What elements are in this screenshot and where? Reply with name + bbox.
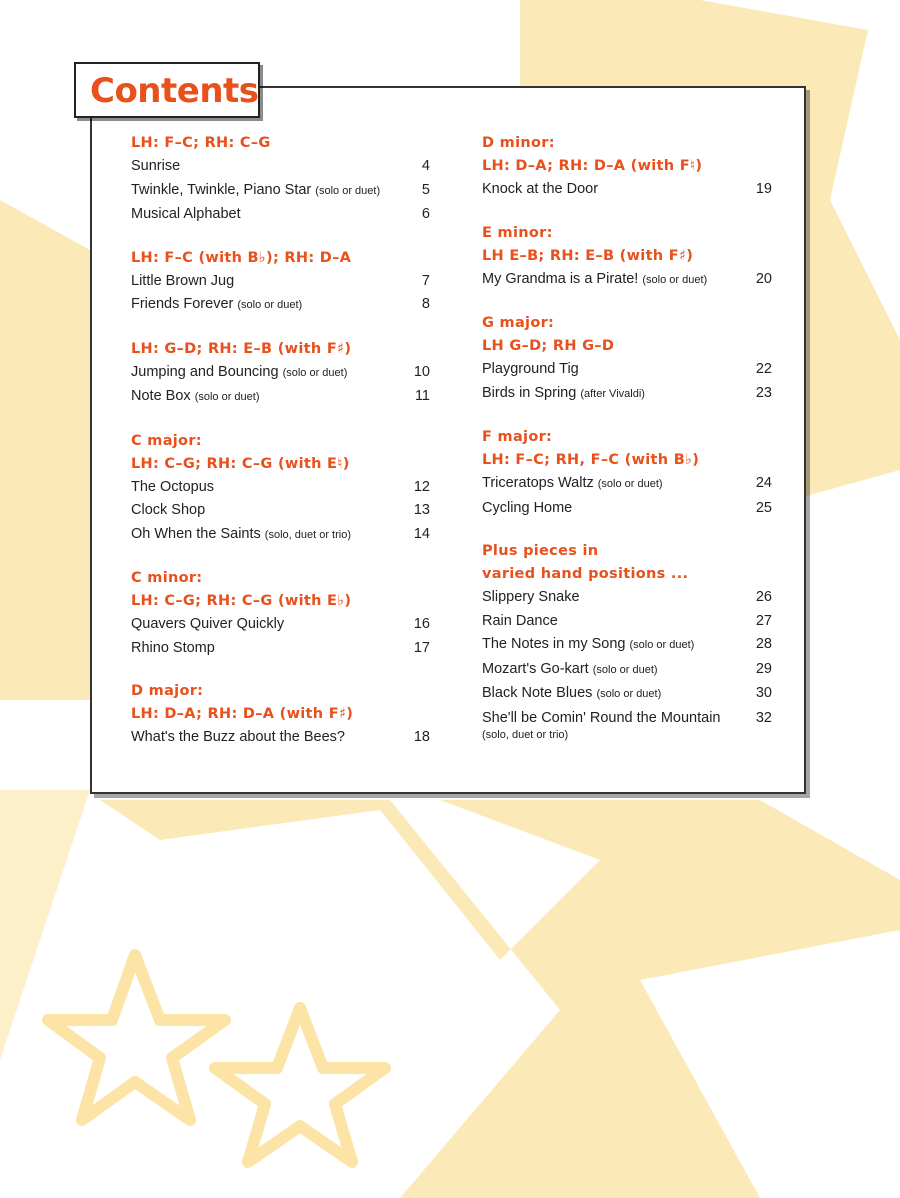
entry-note: (solo, duet or trio) [264, 528, 351, 541]
section-heading: LH: D–A; RH: D–A (with F♮) [482, 158, 703, 174]
contents-entry[interactable] [482, 707, 772, 743]
section-heading: LH: C–G; RH: C–G (with E♭) [131, 593, 352, 609]
contents-title-box [74, 62, 260, 118]
section-heading: LH: F–C; RH, F–C (with B♭) [482, 452, 700, 468]
left-star-shape [0, 200, 90, 700]
contents-section [131, 430, 430, 548]
contents-entry[interactable] [482, 178, 772, 202]
contents-entry[interactable] [482, 610, 772, 634]
contents-section [131, 567, 430, 660]
entry-note: (solo or duet) [597, 478, 663, 490]
contents-entry[interactable] [482, 358, 772, 382]
entry-page-number: 8 [421, 296, 430, 312]
entry-title: Clock Shop [131, 502, 206, 518]
entry-title: Friends Forever [131, 296, 234, 312]
entry-title: Knock at the Door [482, 181, 599, 197]
entry-page-number: 16 [413, 616, 430, 632]
outline-star-left-shape [48, 955, 225, 1120]
entry-title: Triceratops Waltz [482, 475, 594, 491]
section-heading: LH: G–D; RH: E–B (with F♯) [131, 340, 352, 357]
entry-page-number: 25 [755, 499, 772, 516]
entry-title: Note Box [131, 388, 191, 404]
section-heading: G major: [482, 315, 555, 331]
contents-entry[interactable] [482, 682, 772, 707]
contents-section [131, 247, 430, 318]
entry-title: Rain Dance [482, 612, 558, 629]
entry-page-number: 19 [755, 181, 772, 197]
entry-title: Cycling Home [482, 499, 573, 516]
contents-entry[interactable] [482, 268, 772, 293]
entry-title: Oh When the Saints [131, 525, 261, 542]
entry-page-number: 20 [755, 270, 772, 287]
entry-note: (solo or duet) [237, 299, 303, 311]
contents-section [131, 680, 430, 750]
contents-entry[interactable] [482, 586, 772, 610]
entry-page-number: 32 [755, 709, 772, 726]
section-heading: varied hand positions ... [482, 566, 689, 582]
contents-entry[interactable] [482, 382, 772, 407]
contents-entry[interactable] [131, 385, 430, 410]
entry-page-number: 4 [421, 158, 430, 174]
entry-page-number: 7 [421, 272, 430, 289]
section-heading: LH: C–G; RH: C–G (with E♮) [131, 455, 350, 472]
entry-note: (solo or duet) [592, 663, 658, 676]
entry-note: (solo or duet) [282, 366, 348, 379]
contents-entry[interactable] [131, 293, 430, 318]
contents-entry[interactable] [131, 613, 430, 637]
contents-entry[interactable] [131, 726, 430, 750]
entry-page-number: 6 [421, 206, 430, 222]
entry-note: (solo or duet) [629, 639, 695, 651]
entry-title: Slippery Snake [482, 589, 580, 605]
entry-note: (after Vivaldi) [580, 387, 645, 400]
contents-section [482, 540, 772, 742]
entry-note: (solo or duet) [596, 688, 662, 700]
contents-entry[interactable] [482, 497, 772, 521]
section-heading: LH G–D; RH G–D [482, 338, 615, 354]
contents-entry[interactable] [131, 203, 430, 227]
entry-page-number: 27 [755, 612, 772, 629]
section-heading: E minor: [482, 224, 553, 241]
entry-page-number: 30 [755, 685, 772, 701]
entry-title: The Notes in my Song [482, 636, 626, 652]
contents-entry[interactable] [482, 472, 772, 497]
entry-page-number: 18 [413, 729, 430, 745]
section-heading: C major: [131, 432, 202, 449]
entry-page-number: 22 [755, 361, 772, 377]
entry-title: Quavers Quiver Quickly [131, 616, 285, 632]
section-heading: D major: [131, 683, 204, 699]
contents-entry[interactable] [131, 476, 430, 500]
contents-entry[interactable] [482, 633, 772, 658]
section-heading: C minor: [131, 570, 203, 586]
entry-title: Sunrise [131, 158, 181, 174]
entry-page-number: 24 [755, 475, 772, 491]
entry-page-number: 5 [421, 181, 430, 198]
contents-section [131, 132, 430, 227]
entry-page-number: 23 [755, 384, 772, 401]
contents-entry[interactable] [131, 270, 430, 294]
entry-title: Twinkle, Twinkle, Piano Star [131, 181, 312, 198]
entry-title: Musical Alphabet [131, 206, 241, 222]
contents-entry[interactable] [131, 499, 430, 523]
contents-section [482, 426, 772, 520]
entry-title: Black Note Blues [482, 685, 593, 701]
entry-page-number: 11 [414, 388, 430, 404]
entry-note: (solo or duet) [194, 391, 260, 403]
entry-title: Birds in Spring [482, 384, 577, 401]
entry-page-number: 14 [413, 525, 430, 542]
entry-note: (solo or duet) [315, 184, 381, 197]
entry-page-number: 12 [413, 478, 430, 495]
entry-note: (solo, duet or trio) [482, 729, 569, 741]
entry-title: Rhino Stomp [131, 639, 215, 656]
entry-title: Playground Tig [482, 361, 579, 377]
entry-title: My Grandma is a Pirate! [482, 270, 639, 287]
left-column [131, 132, 430, 770]
contents-title: Contents [90, 71, 259, 111]
contents-section [482, 222, 772, 293]
contents-section [482, 132, 772, 202]
contents-entry[interactable] [131, 637, 430, 661]
section-heading: LH: D–A; RH: D–A (with F♯) [131, 706, 354, 722]
contents-entry[interactable] [131, 361, 430, 386]
entry-title: Mozart's Go-kart [482, 660, 589, 677]
section-heading: F major: [482, 429, 553, 445]
section-heading: LH: F–C; RH: C–G [131, 135, 271, 151]
contents-section [482, 312, 772, 406]
right-column [482, 132, 772, 762]
section-heading: LH E–B; RH: E–B (with F♯) [482, 247, 694, 264]
entry-page-number: 26 [755, 589, 772, 605]
entry-title: Little Brown Jug [131, 272, 235, 289]
entry-title: The Octopus [131, 478, 215, 495]
contents-entry[interactable] [131, 155, 430, 179]
entry-page-number: 13 [413, 502, 430, 518]
entry-note: (solo or duet) [642, 273, 708, 286]
entry-page-number: 17 [413, 639, 430, 656]
contents-entry[interactable] [131, 179, 430, 204]
entry-title: Jumping and Bouncing [131, 363, 279, 380]
section-heading: Plus pieces in [482, 543, 599, 559]
outline-star-right-shape [215, 1008, 385, 1162]
entry-page-number: 10 [413, 363, 430, 380]
section-heading: D minor: [482, 135, 555, 151]
contents-entry[interactable] [482, 658, 772, 683]
entry-page-number: 29 [755, 660, 772, 677]
contents-entry[interactable] [131, 523, 430, 548]
entry-page-number: 28 [755, 636, 772, 652]
entry-title: She'll be Comin' Round the Mountain [482, 709, 721, 726]
contents-section [131, 338, 430, 410]
entry-title: What's the Buzz about the Bees? [131, 729, 345, 745]
section-heading: LH: F–C (with B♭); RH: D–A [131, 249, 352, 266]
